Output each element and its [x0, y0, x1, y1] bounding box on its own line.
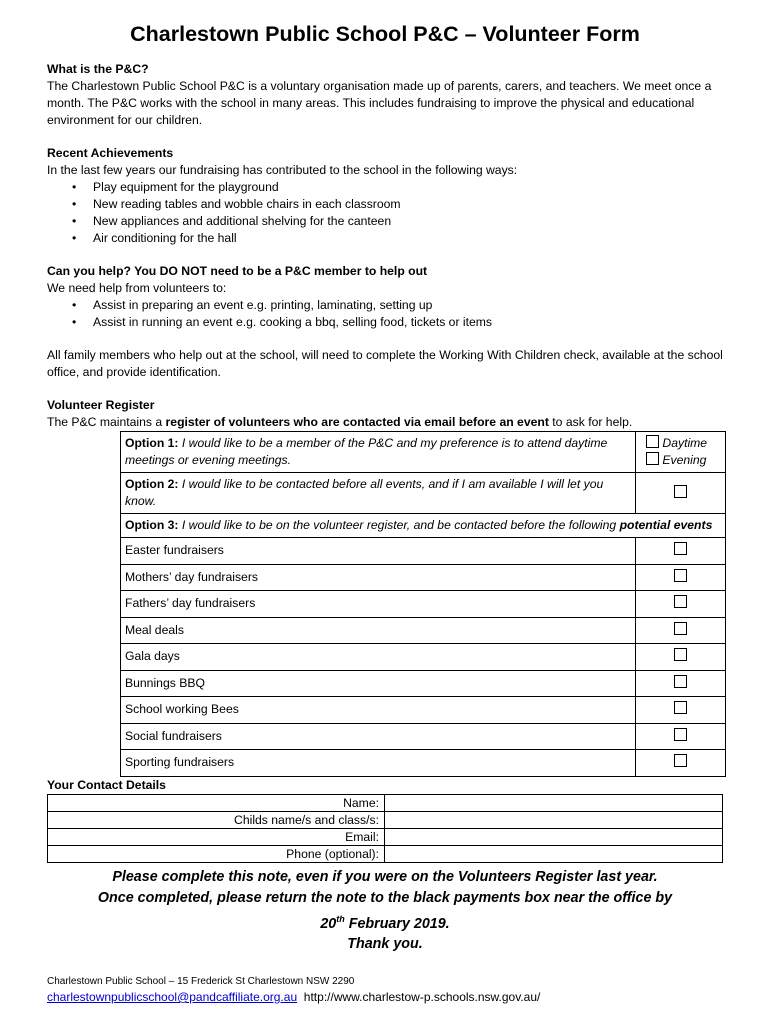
table-row: [48, 828, 723, 845]
help-heading: Can you help? You DO NOT need to be a P&C member to help out: [47, 264, 428, 278]
help-list: [47, 297, 723, 331]
event-checkbox[interactable]: [674, 542, 687, 555]
option2-text: Option 2: I would like to be contacted before all events, and if I am available I will let you know.: [121, 473, 636, 514]
contact-table: [47, 794, 723, 863]
daytime-choice[interactable]: Daytime: [646, 435, 721, 452]
achievements-intro: In the last few years our fundraising has contributed to the school in the following ways:: [47, 163, 518, 177]
event-checkbox[interactable]: [674, 701, 687, 714]
footer-address: Charlestown Public School – 15 Frederick St Charlestown NSW 2290: [47, 976, 355, 987]
event-checkbox[interactable]: [674, 728, 687, 741]
form-page: [47, 22, 723, 955]
list-item: • Air conditioning for the hall: [93, 230, 723, 247]
footer-email-link[interactable]: charlestownpublicschool@pandcaffiliate.org.au: [47, 990, 298, 1004]
evening-choice[interactable]: Evening: [646, 452, 721, 469]
table-row: Easter fundraisers: [121, 538, 726, 565]
page-title: Charlestown Public School P&C – Volunteer Form: [130, 22, 640, 46]
table-row: Social fundraisers: [121, 723, 726, 750]
list-item: • New appliances and additional shelving for the canteen: [93, 213, 723, 230]
table-row: Meal deals: [121, 617, 726, 644]
table-row: [48, 794, 723, 811]
table-row: [48, 811, 723, 828]
event-checkbox[interactable]: [674, 622, 687, 635]
achievements-heading: Recent Achievements: [47, 146, 174, 160]
contact-heading: Your Contact Details: [47, 777, 166, 792]
table-row: Sporting fundraisers: [121, 750, 726, 777]
option2-row: [121, 473, 726, 514]
register-heading: Volunteer Register: [47, 398, 155, 412]
email-field[interactable]: [385, 828, 723, 845]
email-label: Email:: [48, 828, 385, 845]
child-label: Childs name/s and class/s:: [48, 811, 385, 828]
event-checkbox[interactable]: [674, 754, 687, 767]
option3-row: [121, 514, 726, 538]
wwc-note: All family members who help out at the school, will need to complete the Working With Children check, available at the school office, and provide identification.: [47, 348, 723, 379]
table-row: Fathers’ day fundraisers: [121, 591, 726, 618]
volunteer-options-table: [120, 431, 726, 777]
list-item: • Play equipment for the playground: [93, 179, 723, 196]
event-checkbox[interactable]: [674, 595, 687, 608]
list-item: • New reading tables and wobble chairs in each classroom: [93, 196, 723, 213]
footer-website: http://www.charlestow-p.schools.nsw.gov.au/: [303, 990, 541, 1004]
event-checkbox[interactable]: [674, 569, 687, 582]
option1-row: [121, 432, 726, 473]
evening-checkbox[interactable]: [646, 452, 659, 465]
achievements-list: [47, 179, 723, 247]
closing-note: Please complete this note, even if you were on the Volunteers Register last year. Once completed, please return the note to the black payments box near the office by 20th February 2019. Thank you.: [97, 868, 673, 953]
table-row: Mothers’ day fundraisers: [121, 564, 726, 591]
name-label: Name:: [48, 794, 385, 811]
event-checkbox[interactable]: [674, 648, 687, 661]
table-row: [48, 845, 723, 862]
register-intro: The P&C maintains a register of volunteers who are contacted via email before an event to ask for help.: [47, 415, 633, 429]
list-item: • Assist in preparing an event e.g. printing, laminating, setting up: [93, 297, 723, 314]
name-field[interactable]: [385, 794, 723, 811]
option3-text: Option 3: I would like to be on the volunteer register, and be contacted before the following potential events: [121, 514, 726, 538]
phone-field[interactable]: [385, 845, 723, 862]
child-field[interactable]: [385, 811, 723, 828]
what-heading: What is the P&C?: [47, 62, 149, 76]
help-intro: We need help from volunteers to:: [47, 281, 227, 295]
event-checkbox[interactable]: [674, 675, 687, 688]
option1-text: Option 1: I would like to be a member of the P&C and my preference is to attend daytime meetings or evening meetings.: [121, 432, 636, 473]
what-body: The Charlestown Public School P&C is a voluntary organisation made up of parents, carers, and teachers. We meet once a month. The P&C works with the school in many areas. This includes fundraising to improve the physical and educational environment for our children.: [47, 79, 712, 127]
option2-checkbox[interactable]: [674, 485, 687, 498]
footer: [47, 975, 540, 1006]
table-row: Bunnings BBQ: [121, 670, 726, 697]
daytime-checkbox[interactable]: [646, 435, 659, 448]
table-row: Gala days: [121, 644, 726, 671]
table-row: School working Bees: [121, 697, 726, 724]
list-item: • Assist in running an event e.g. cooking a bbq, selling food, tickets or items: [93, 314, 723, 331]
phone-label: Phone (optional):: [48, 845, 385, 862]
